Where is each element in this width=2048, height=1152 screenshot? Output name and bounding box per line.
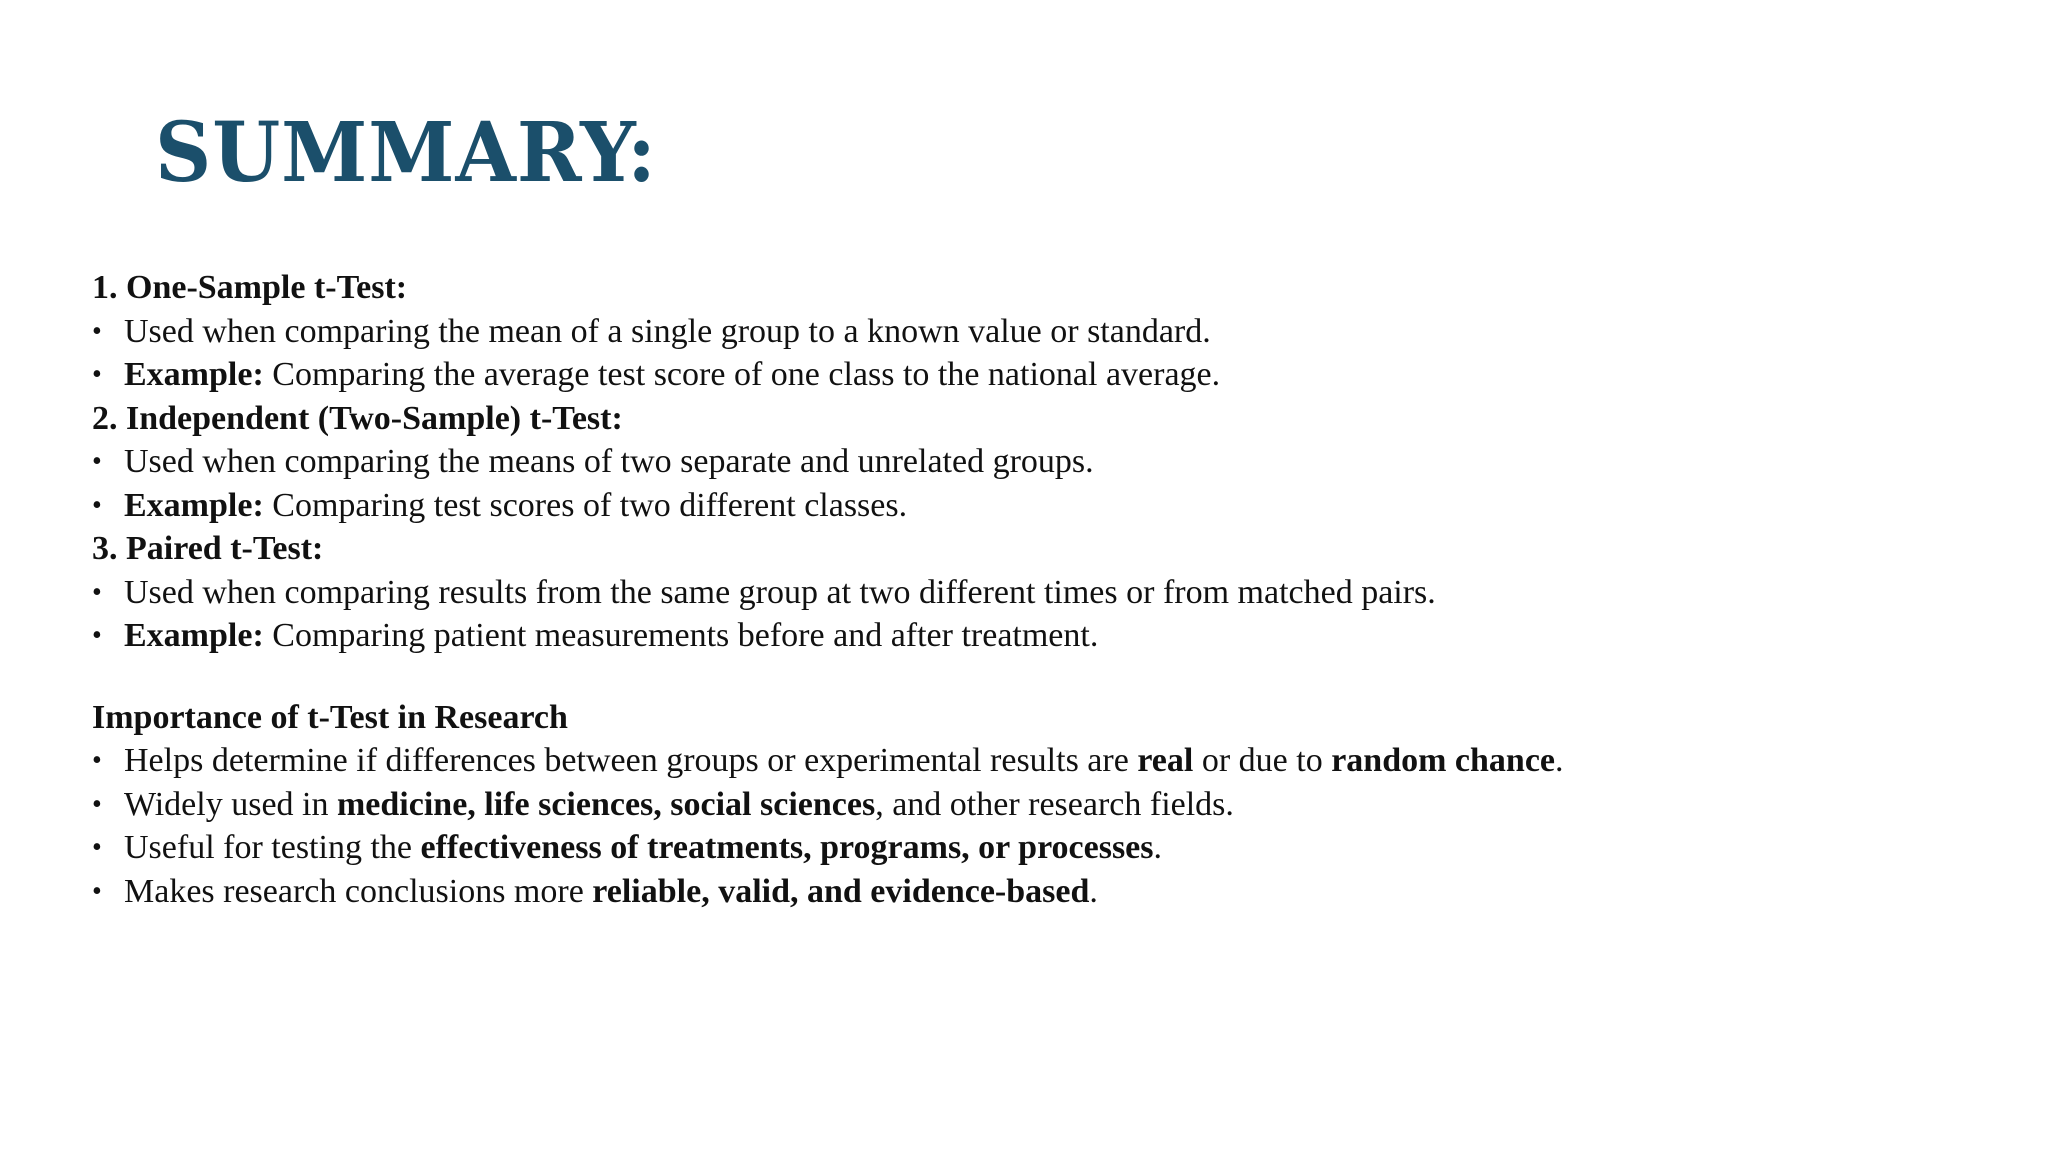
bullet-icon: • — [92, 788, 102, 820]
bullet-icon: • — [92, 745, 102, 776]
bullet-icon: • — [92, 832, 102, 863]
example-text: Comparing the average test score of one class to the national average. — [263, 356, 1221, 393]
example-label: Example: — [124, 356, 264, 393]
bullet-text: Widely used in — [124, 785, 337, 823]
bullet-item — [92, 739, 1992, 783]
slide-content — [92, 266, 1992, 913]
bullet-text: . — [1555, 742, 1564, 779]
bullet-icon: • — [92, 576, 102, 608]
bullet-item — [92, 571, 1992, 615]
slide-title: SUMMARY: — [155, 105, 657, 201]
bullet-text: . — [1089, 872, 1098, 910]
bullet-item — [92, 826, 1992, 870]
bullet-item — [92, 614, 1992, 658]
bullet-text: or due to — [1193, 742, 1332, 779]
bold-text: effectiveness of treatments, programs, or processes — [420, 829, 1154, 866]
bold-text: random chance — [1331, 742, 1556, 779]
section-heading-independent: 2. Independent (Two-Sample) t-Test: — [92, 399, 623, 437]
bold-text: medicine, life sciences, social sciences — [336, 785, 876, 823]
bullet-text: Used when comparing results from the same group at two different times or from matched pairs. — [124, 573, 1436, 611]
bullet-item — [92, 310, 1992, 354]
bullet-text: Makes research conclusions more — [124, 872, 593, 910]
bullet-item — [92, 440, 1992, 484]
bullet-text: Used when comparing the mean of a single group to a known value or standard. — [124, 312, 1211, 350]
example-text: Comparing patient measurements before and after treatment. — [263, 617, 1099, 654]
bullet-item — [92, 484, 1992, 528]
bullet-icon: • — [92, 446, 102, 477]
bullet-item — [92, 353, 1992, 397]
bold-text: real — [1137, 742, 1194, 779]
bullet-text: . — [1153, 829, 1163, 866]
section-heading-one-sample: 1. One-Sample t-Test: — [92, 269, 408, 306]
bullet-text: , and other research fields. — [875, 785, 1234, 823]
bullet-item — [92, 783, 1992, 827]
importance-heading: Importance of t-Test in Research — [92, 698, 568, 736]
bullet-icon: • — [92, 359, 102, 390]
bullet-icon: • — [92, 315, 102, 347]
bullet-icon: • — [92, 875, 102, 907]
bold-text: reliable, valid, and evidence-based — [592, 872, 1090, 910]
bullet-text: Useful for testing the — [124, 829, 421, 866]
bullet-item — [92, 870, 1992, 914]
example-label: Example: — [124, 486, 264, 524]
section-heading-paired: 3. Paired t-Test: — [92, 530, 324, 567]
bullet-text: Helps determine if differences between groups or experimental results are — [124, 742, 1138, 779]
bullet-text: Used when comparing the means of two separate and unrelated groups. — [124, 443, 1094, 480]
example-text: Comparing test scores of two different classes. — [263, 486, 908, 524]
bullet-icon: • — [92, 620, 102, 651]
bullet-icon: • — [92, 489, 102, 521]
example-label: Example: — [124, 617, 264, 654]
section-spacer — [92, 658, 1992, 696]
